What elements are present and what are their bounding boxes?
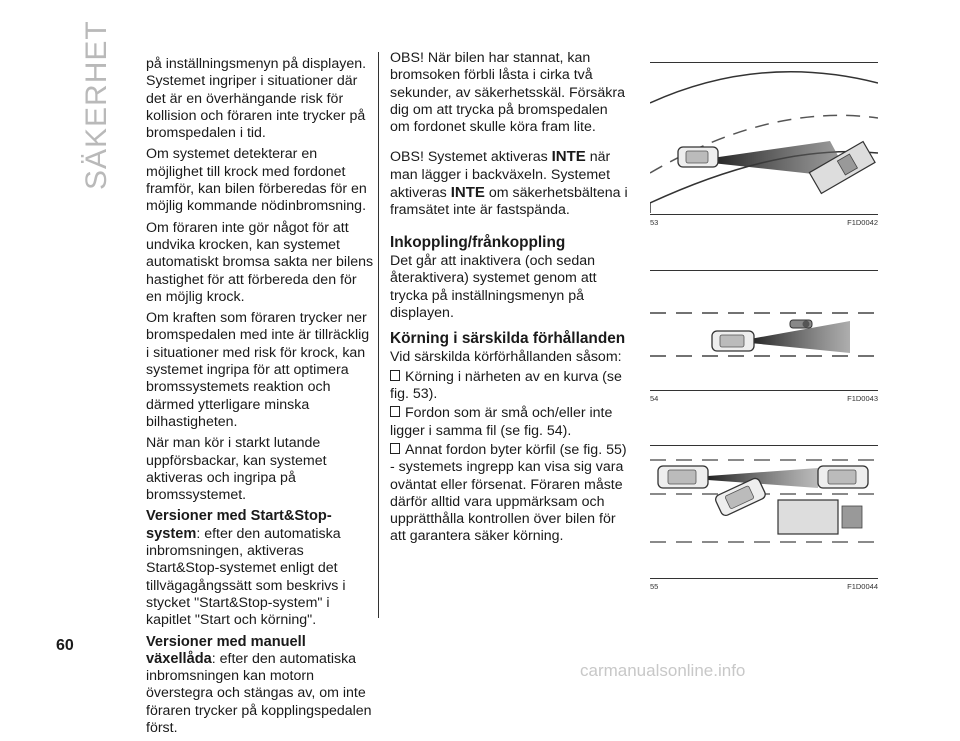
text-column-2 — [390, 50, 628, 550]
section-heading: Körning i särskilda förhållanden — [390, 330, 626, 348]
watermark: carmanualsonline.info — [580, 661, 746, 680]
figure-bottom-rule — [650, 214, 878, 215]
figure-53-curve-illustration — [650, 63, 878, 213]
paragraph: När man kör i starkt lutande uppförsbackar, kan systemet aktiveras och ingripa på bromssystemet. — [146, 435, 327, 504]
paragraph: Det går att inaktivera (och sedan återaktivera) systemet genom att trycka på inställningsmenyn på displayen. — [390, 252, 597, 321]
paragraph-text: när man lägger i backväxeln. Systemet aktiveras — [390, 149, 611, 202]
version-heading: Versioner med Start&Stop-system — [146, 508, 332, 542]
paragraph-text: OBS! Systemet aktiveras — [390, 149, 552, 166]
bullet-item — [390, 405, 628, 440]
paragraph-text: om säkerhetsbältena i framsätet inte är fastspända. — [390, 185, 628, 219]
paragraph — [146, 508, 374, 629]
paragraph-text: : efter den automatiska inbromsningen kan motorn överstegra och stängas av, om inte föraren trycker på kopplingspedalen först. — [146, 650, 372, 736]
page-number: 60 — [56, 637, 74, 654]
emphasis: INTE — [450, 184, 485, 202]
bullet-text: Körning i närheten av en kurva (se fig. 53). — [390, 368, 622, 403]
figure-55-lane-change-illustration — [650, 446, 878, 546]
paragraph: Vid särskilda körförhållanden såsom: — [390, 349, 622, 366]
emphasis: INTE — [551, 148, 586, 166]
figure-number: 54 — [650, 394, 659, 403]
section-title: SÄKERHET — [80, 20, 113, 190]
paragraph — [146, 634, 374, 738]
figure-caption — [650, 582, 878, 591]
paragraph: Om systemet detekterar en möjlighet till krock med fordonet framför, kan bilen förberedas för en möjlig kommande nödinbromsning. — [146, 146, 367, 215]
bullet-text: Annat fordon byter körfil (se fig. 55) — [405, 441, 627, 458]
checkbox-bullet-icon — [390, 443, 400, 454]
figure-caption — [650, 218, 878, 227]
version-heading: Versioner med manuell växellåda — [146, 633, 306, 667]
paragraph-text: : efter den automatiska inbromsningen, aktiveras Start&Stop-systemet enligt det tillvägagångssätt som beskrivs i stycket "Start&Stop-system" i kapitlet "Start och körning". — [146, 525, 346, 629]
paragraph: - systemets ingrepp kan visa sig vara oväntat eller försenat. Föraren måste därför alltid vara uppmärksam och upprätthålla kontrollen över bilen för att garantera säker körning. — [390, 459, 624, 545]
paragraph: OBS! När bilen har stannat, kan bromsoken förbli låsta i cirka två sekunder, av säkerhetsskäl. Försäkra dig om att trycka på bromspedalen om fordonet skulle köra fram lite. — [390, 50, 625, 136]
checkbox-bullet-icon — [390, 406, 400, 417]
paragraph: Om kraften som föraren trycker ner bromspedalen med inte är tillräcklig i situationer med risk för krock, kan systemet ingripa för att optimera bromssystemets reaktion och därmed ytterligare minska bilhastigheten. — [146, 310, 370, 430]
figure-code: F1D0044 — [847, 582, 878, 591]
figure-number: 55 — [650, 582, 659, 591]
text-column-1 — [146, 56, 374, 741]
figure-code: F1D0043 — [847, 394, 878, 403]
bullet-item — [390, 369, 628, 404]
bullet-text: Fordon som är små och/eller inte ligger i samma fil (se fig. 54). — [390, 405, 613, 439]
column-divider — [378, 52, 379, 618]
paragraph: på inställningsmenyn på displayen. Systemet ingriper i situationer där det är en överhängande risk för kollision och föraren inte trycker på bromspedalen i tid. — [146, 56, 367, 142]
figure-caption — [650, 394, 878, 403]
paragraph — [390, 148, 628, 219]
checkbox-bullet-icon — [390, 370, 400, 381]
bullet-item — [390, 442, 628, 459]
paragraph: Om föraren inte gör något för att undvika krocken, kan systemet automatiskt bromsa sakta ner bilens hastighet för att förbereda den för en möjlig krock. — [146, 219, 374, 305]
figure-bottom-rule — [650, 578, 878, 579]
figure-code: F1D0042 — [847, 218, 878, 227]
section-heading: Inkoppling/frånkoppling — [390, 233, 566, 251]
figure-number: 53 — [650, 218, 659, 227]
figure-54-small-vehicle-illustration — [650, 271, 878, 389]
figure-bottom-rule — [650, 390, 878, 391]
